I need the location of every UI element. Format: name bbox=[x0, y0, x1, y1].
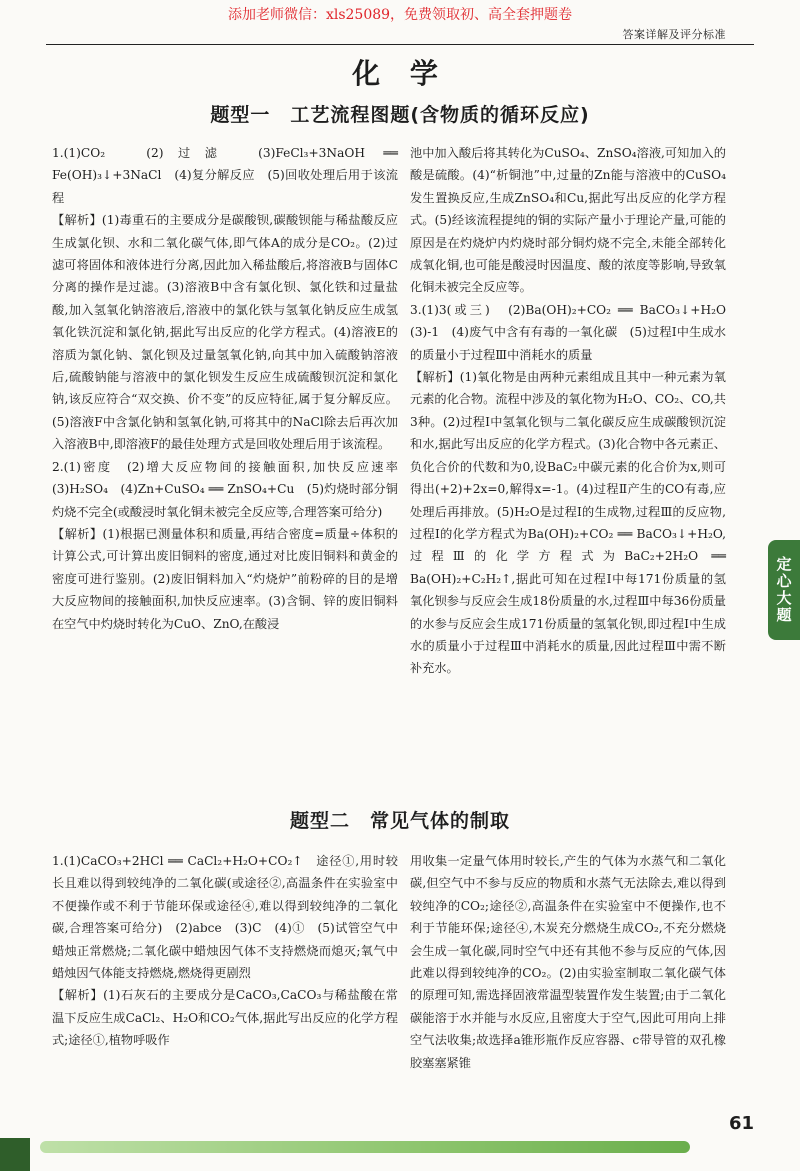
explanation-gas-1: 【解析】(1)石灰石的主要成分是CaCO₃,CaCO₃与稀盐酸在常温下反应生成CaCl₂、H₂O和CO₂气体,据此写出反应的化学方程式;途径①,植物呼吸作 bbox=[52, 988, 398, 1048]
header-label: 答案详解及评分标准 bbox=[622, 28, 726, 41]
footer-bar bbox=[40, 1141, 690, 1153]
section1-right-column bbox=[410, 142, 739, 680]
side-tab: 定心大题 bbox=[768, 540, 800, 640]
explanation-2-continued: 池中加入酸后将其转化为CuSO₄、ZnSO₄溶液,可知加入的酸是硫酸。(4)“析铜池”中,过量的Zn能与溶液中的CuSO₄发生置换反应,生成ZnSO₄和Cu,据此写出反应的化学方程式。(5)经该流程提纯的铜的实际产量小于理论产量,可能的原因是在灼烧炉内灼烧时部分铜灼烧不完全,未能全部转化成氧化铜,也可能是酸浸时因温度、酸的浓度等影响,导致氧化铜未被完全反应等。 bbox=[410, 146, 726, 295]
section2-left-column bbox=[52, 850, 398, 1052]
header-divider bbox=[46, 44, 754, 45]
page-number: 61 bbox=[728, 1113, 754, 1134]
subject-title: 化 学 bbox=[352, 57, 448, 90]
section2-right-column bbox=[410, 850, 726, 1074]
answer-2: 2.(1)密度 (2)增大反应物间的接触面积,加快反应速率 (3)H₂SO₄ (4)Zn+CuSO₄ ══ ZnSO₄+Cu (5)灼烧时部分铜灼烧不完全(或酸浸时氧化铜未被完全反应等,合理答案可给分) bbox=[52, 459, 411, 519]
answer-3: 3.(1)3(或三) (2)Ba(OH)₂+CO₂ ══ BaCO₃↓+H₂O (3)-1 (4)废气中含有有毒的一氧化碳 (5)过程Ⅰ中生成水的质量小于过程Ⅲ中消耗水的质量 bbox=[410, 302, 739, 362]
answer-1: 1.(1)CO₂ (2)过滤 (3)FeCl₃+3NaOH ══ Fe(OH)₃↓+3NaCl (4)复分解反应 (5)回收处理后用于该流程 bbox=[52, 146, 398, 205]
section-title-2: 题型二 常见气体的制取 bbox=[289, 810, 510, 832]
corner-mark bbox=[0, 1138, 30, 1171]
section-title-1: 题型一 工艺流程图题(含物质的循环反应) bbox=[210, 104, 590, 126]
explanation-3: 【解析】(1)氧化物是由两种元素组成且其中一种元素为氧元素的化合物。流程中涉及的氧化物为H₂O、CO₂、CO,共3种。(2)过程Ⅰ中氢氧化钡与二氧化碳反应生成碳酸钡沉淀和水,据此写出反应的化学方程式。(3)化合物中各元素正、负化合价的代数和为0,设BaC₂中碳元素的化合价为x,则可得出(+2)+2x=0,解得x=-1。(4)过程Ⅱ产生的CO有毒,应处理后再排放。(5)H₂O是过程Ⅰ的生成物,过程Ⅲ的反应物,过程Ⅰ的化学方程式为Ba(OH)₂+CO₂ ══ BaCO₃↓+H₂O,过程Ⅲ的化学方程式为BaC₂+2H₂O ══ Ba(OH)₂+C₂H₂↑,据此可知在过程Ⅰ中每171份质量的氢氧化钡参与反应会生成18份质量的水,过程Ⅲ中每36份质量的水参与反应会生成171份质量的氢氧化钡,即过程Ⅰ中生成水的质量小于过程Ⅲ中消耗水的质量,因此过程Ⅲ中需不断补充水。 bbox=[410, 370, 726, 676]
explanation-2: 【解析】(1)根据已测量体积和质量,再结合密度=质量÷体积的计算公式,可计算出废旧铜料的密度,通过对比废旧铜料和黄金的密度可进行鉴别。(2)废旧铜料加入“灼烧炉”前粉碎的目的是增大反应物间的接触面积,加快反应速率。(3)含铜、锌的废旧铜料在空气中灼烧时转化为CuO、ZnO,在酸浸 bbox=[52, 526, 398, 631]
promo-banner: 添加老师微信：xls25089，免费领取初、高全套押题卷 bbox=[227, 7, 573, 23]
answer-gas-1: 1.(1)CaCO₃+2HCl ══ CaCl₂+H₂O+CO₂↑ 途径①,用时较长且难以得到较纯净的二氧化碳(或途径②,高温条件在实验室中不便操作或不利于节能环保或途径④,难以得到较纯净的二氧化碳,合理答案可给分) (2)abce (3)C (4)① (5)试管空气中蜡烛正常燃烧;二氧化碳中蜡烛因气体不支持燃烧而熄灭;氧气中蜡烛因气体能支持燃烧,燃烧得更剧烈 bbox=[52, 854, 398, 981]
section1-left-column bbox=[52, 142, 411, 635]
explanation-gas-1-continued: 用收集一定量气体用时较长,产生的气体为水蒸气和二氧化碳,但空气中不参与反应的物质和水蒸气无法除去,难以得到较纯净的CO₂;途径②,高温条件在实验室中不便操作,也不利于节能环保;途径④,木炭充分燃烧生成CO₂,不充分燃烧会生成一氧化碳,同时空气中还有其他不参与反应的气体,因此难以得到较纯净的CO₂。(2)由实验室制取二氧化碳气体的原理可知,需选择固液常温型装置作发生装置;由于二氧化碳能溶于水并能与水反应,且密度大于空气,因此可用向上排空气法收集;故选择a锥形瓶作反应容器、c带导管的双孔橡胶塞塞紧锥 bbox=[410, 854, 726, 1070]
explanation-1: 【解析】(1)毒重石的主要成分是碳酸钡,碳酸钡能与稀盐酸反应生成氯化钡、水和二氧化碳气体,即气体A的成分是CO₂。(2)过滤可将固体和液体进行分离,因此加入稀盐酸后,将溶液B与固体C分离的操作是过滤。(3)溶液B中含有氯化钡、氯化铁和过量盐酸,加入氢氧化钠溶液后,溶液中的氯化铁与氢氧化钠反应生成氢氧化铁沉淀和氯化钠,据此写出反应的化学方程式。(4)溶液E的溶质为氯化钠、氯化钡及过量氢氧化钠,向其中加入硫酸钠溶液后,硫酸钠能与溶液中的氯化钡发生反应生成硫酸钡沉淀和氯化钠,该反应符合“双交换、价不变”的反应特征,属于复分解反应。(5)溶液F中含氯化钠和氢氧化钠,可将其中的NaCl除去后再次加入溶液B中,即溶液F的最佳处理方式是回收处理后用于该流程。 bbox=[52, 213, 398, 452]
